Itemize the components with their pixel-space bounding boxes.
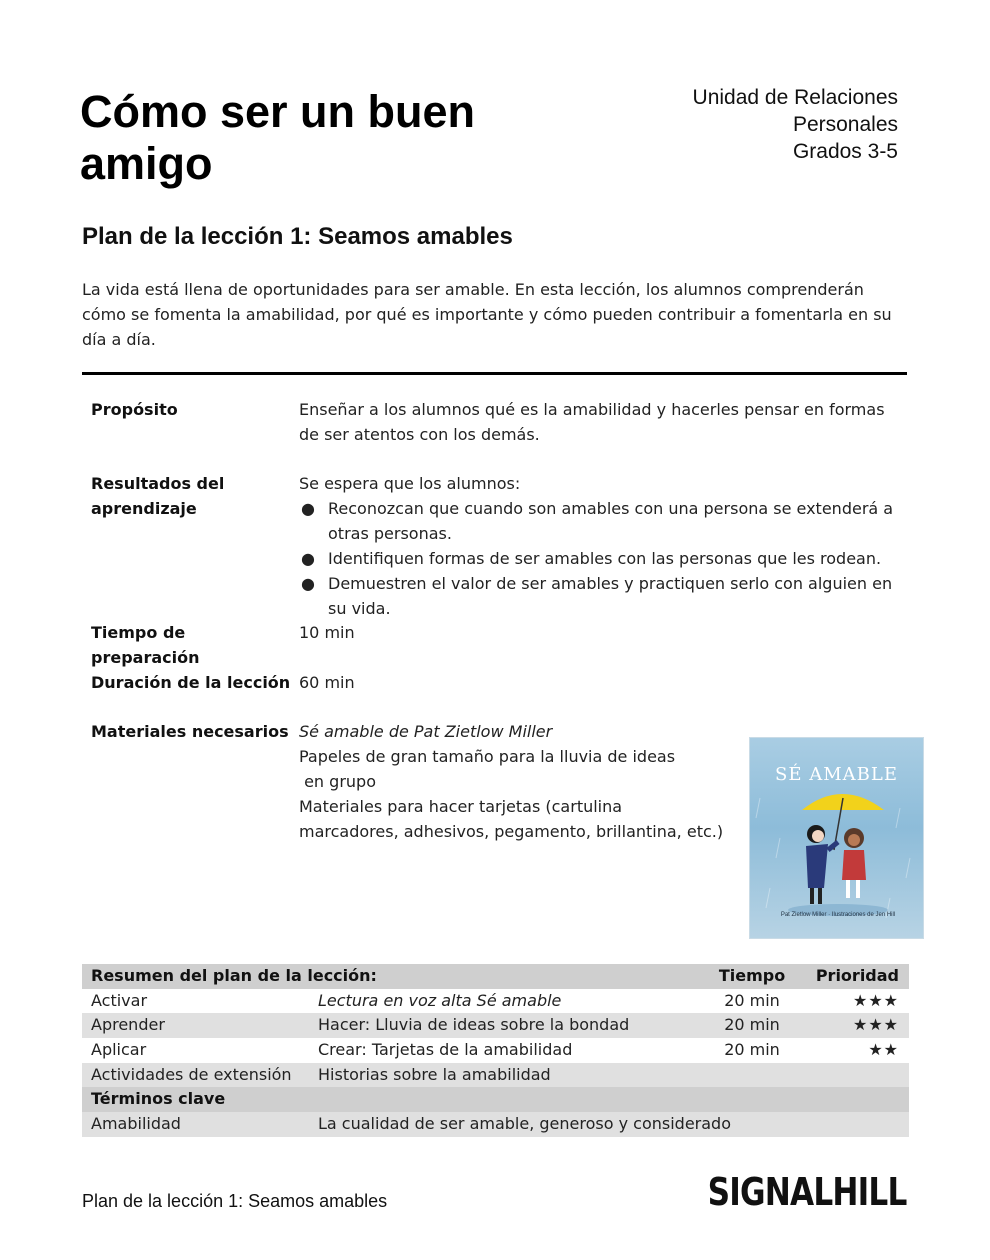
divider [82,372,907,375]
material-item: Papeles de gran tamaño para la lluvia de ideas [299,747,676,766]
duration-value: 60 min [299,673,355,692]
terms-header: Términos clave [91,1089,226,1109]
bullet: ● [301,549,315,568]
signalhill-logo: SIGNALHILL [707,1170,906,1214]
table-row [82,1063,909,1088]
activity-cell: Lectura en voz alta Sé amable [318,990,562,1010]
duration-label: Duración de la lección [91,673,291,692]
phase-cell: Activar [91,990,148,1010]
outcomes-label: Resultados del aprendizaje [91,474,225,518]
activity-cell: Hacer: Lluvia de ideas sobre la bondad [318,1015,630,1035]
unit-line: Personales [792,113,898,136]
materials-label: Materiales necesarios [91,722,289,741]
table-row [82,989,909,1014]
book-cover-title: SÉ AMABLE [775,764,898,785]
table-row [82,1013,909,1038]
purpose-label: Propósito [91,400,178,419]
terms-header-row [82,1087,909,1112]
time-cell: 20 min [724,1040,780,1060]
list-item: ● Reconozcan que cuando son amables con una persona se extenderá a otras personas. [299,496,899,546]
phase-cell: Actividades de extensión [91,1064,292,1084]
summary-header-label: Resumen del plan de la lección: [91,966,377,985]
lesson-intro: La vida está llena de oportunidades para ser amable. En esta lección, los alumnos comprenderán cómo se fomenta la amabilidad, por qué es importante y cómo pueden contribuir a fomentarla en su día a día. [82,280,892,349]
definition-cell: La cualidad de ser amable, generoso y considerado [318,1114,731,1134]
material-item: Materiales para hacer tarjetas (cartulina [299,797,623,816]
lesson-title: Plan de la lección 1: Seamos amables [82,223,513,250]
page-title: Cómo ser un buen amigo [80,86,476,189]
phase-cell: Aprender [91,1015,165,1035]
prep-label: Tiempo de preparación [91,623,200,667]
book-cover-credit: Pat Zietlow Miller · Ilustraciones de Jen Hill [780,912,896,918]
unit-info [578,84,898,165]
activity-cell: Crear: Tarjetas de la amabilidad [318,1040,573,1060]
phase-cell: Aplicar [91,1040,147,1060]
activity-cell: Historias sobre la amabilidad [318,1064,551,1084]
time-cell: 20 min [724,1015,780,1035]
bullet: ● [301,574,315,593]
time-cell: 20 min [724,990,780,1010]
outcomes-list [299,496,899,621]
priority-column-header: Prioridad [815,966,899,985]
time-column-header: Tiempo [718,966,786,985]
table-row [82,1112,909,1137]
purpose-value: Enseñar a los alumnos qué es la amabilidad y hacerles pensar en formas de ser atentos con los demás. [299,400,885,444]
priority-stars: ★★ [868,1040,899,1060]
table-header-row [82,964,909,989]
priority-stars: ★★★ [852,1015,899,1035]
table-row [82,1038,909,1063]
material-item: marcadores, adhesivos, pegamento, brillantina, etc.) [299,822,724,841]
outcomes-intro: Se espera que los alumnos: [299,474,521,493]
materials-list [299,719,739,844]
material-item: en grupo [299,772,376,791]
term-cell: Amabilidad [91,1114,181,1134]
list-item: ● Identifiquen formas de ser amables con las personas que les rodean. [299,546,899,571]
book-cover-image [749,737,924,939]
outcomes-value [299,471,899,621]
list-item: ● Demuestren el valor de ser amables y practiquen serlo con alguien en su vida. [299,571,899,621]
summary-table [82,964,909,1137]
grade-line: Grados 3-5 [792,140,898,163]
prep-value: 10 min [299,623,355,642]
bullet: ● [301,499,315,518]
material-item: Sé amable de Pat Zietlow Miller [299,722,553,741]
footer-text: Plan de la lección 1: Seamos amables [82,1191,388,1211]
unit-line: Unidad de Relaciones [692,86,898,109]
priority-stars: ★★★ [852,990,899,1010]
